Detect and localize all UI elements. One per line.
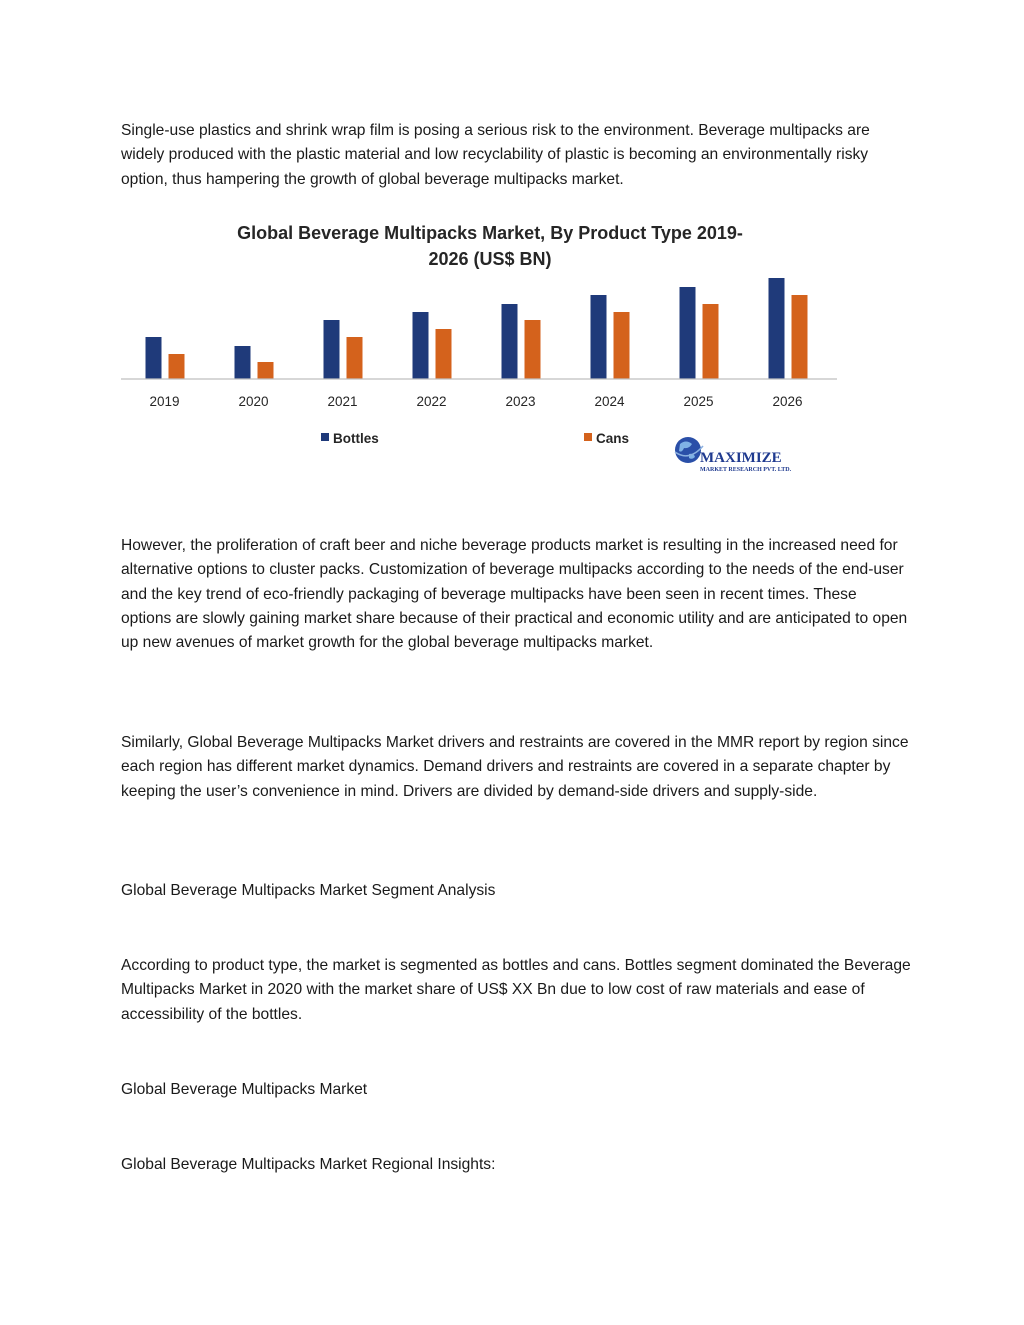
paragraph-intro: Single-use plastics and shrink wrap film is posing a serious risk to the environment. Beverage multipacks are widely produced with the plastic material and low recyclability of plastic is becoming an environmentally risky option, thus hampering the growth of global beverage multipacks market. [121, 122, 870, 188]
x-tick-labels [149, 394, 802, 409]
bar-cans-2019 [169, 354, 185, 379]
bar-chart [118, 214, 848, 484]
x-tick-label: 2020 [238, 394, 269, 409]
bar-bottles-2020 [235, 346, 251, 379]
x-tick-label: 2023 [505, 394, 536, 409]
bar-cans-2020 [258, 362, 274, 379]
logo-tagline: MARKET RESEARCH PVT. LTD. [700, 467, 792, 473]
bar-cans-2023 [525, 320, 541, 379]
legend-label-cans: Cans [596, 431, 630, 446]
bar-bottles-2021 [324, 320, 340, 379]
bar-bottles-2026 [769, 278, 785, 379]
bar-bottles-2022 [413, 312, 429, 379]
x-tick-label: 2021 [327, 394, 358, 409]
heading-segment-analysis: Global Beverage Multipacks Market Segment Analysis [121, 882, 496, 899]
paragraph-craft-beer: However, the proliferation of craft beer and niche beverage products market is resulting in the increased need for alternative options to cluster packs. Customization of beverage multipacks according to the needs of the end-user and the key trend of eco-friendly packaging of beverage multipacks have been seen in recent times. These options are slowly gaining market share because of their practical and economic utility and are anticipated to open up new avenues of market growth for the global beverage multipacks market. [121, 537, 908, 652]
bar-bottles-2025 [680, 287, 696, 379]
legend [321, 431, 629, 446]
paragraph-drivers: Similarly, Global Beverage Multipacks Market drivers and restraints are covered in the MMR report by region since each region has different market dynamics. Demand drivers and restraints are covered in a separate chapter by keeping the user’s convenience in mind. Drivers are divided by demand-side drivers and supply-side. [121, 734, 909, 800]
bar-cans-2024 [614, 312, 630, 379]
legend-swatch-bottles [321, 433, 329, 441]
heading-market: Global Beverage Multipacks Market [121, 1081, 368, 1098]
logo-name: MAXIMIZE [700, 450, 782, 466]
bar-bottles-2024 [591, 295, 607, 379]
bar-bottles-2019 [146, 337, 162, 379]
bars-group [146, 278, 808, 379]
globe-icon [675, 437, 703, 463]
chart-svg [118, 214, 848, 484]
x-tick-label: 2025 [683, 394, 714, 409]
bar-cans-2022 [436, 329, 452, 379]
paragraph-product-type: According to product type, the market is segmented as bottles and cans. Bottles segment dominated the Beverage Multipacks Market in 2020 with the market share of US$ XX Bn due to low cost of raw materials and ease of accessibility of the bottles. [121, 957, 911, 1023]
bar-cans-2026 [792, 295, 808, 379]
chart-title-line-1: Global Beverage Multipacks Market, By Product Type 2019- [237, 223, 743, 243]
legend-label-bottles: Bottles [333, 431, 379, 446]
bar-cans-2025 [703, 304, 719, 379]
legend-swatch-cans [584, 433, 592, 441]
x-tick-label: 2026 [772, 394, 803, 409]
x-tick-label: 2019 [149, 394, 180, 409]
x-tick-label: 2024 [594, 394, 625, 409]
bar-cans-2021 [347, 337, 363, 379]
heading-regional-insights: Global Beverage Multipacks Market Regional Insights: [121, 1156, 496, 1173]
bar-bottles-2023 [502, 304, 518, 379]
maximize-logo [675, 437, 792, 473]
chart-title-line-2: 2026 (US$ BN) [428, 249, 552, 269]
x-tick-label: 2022 [416, 394, 447, 409]
